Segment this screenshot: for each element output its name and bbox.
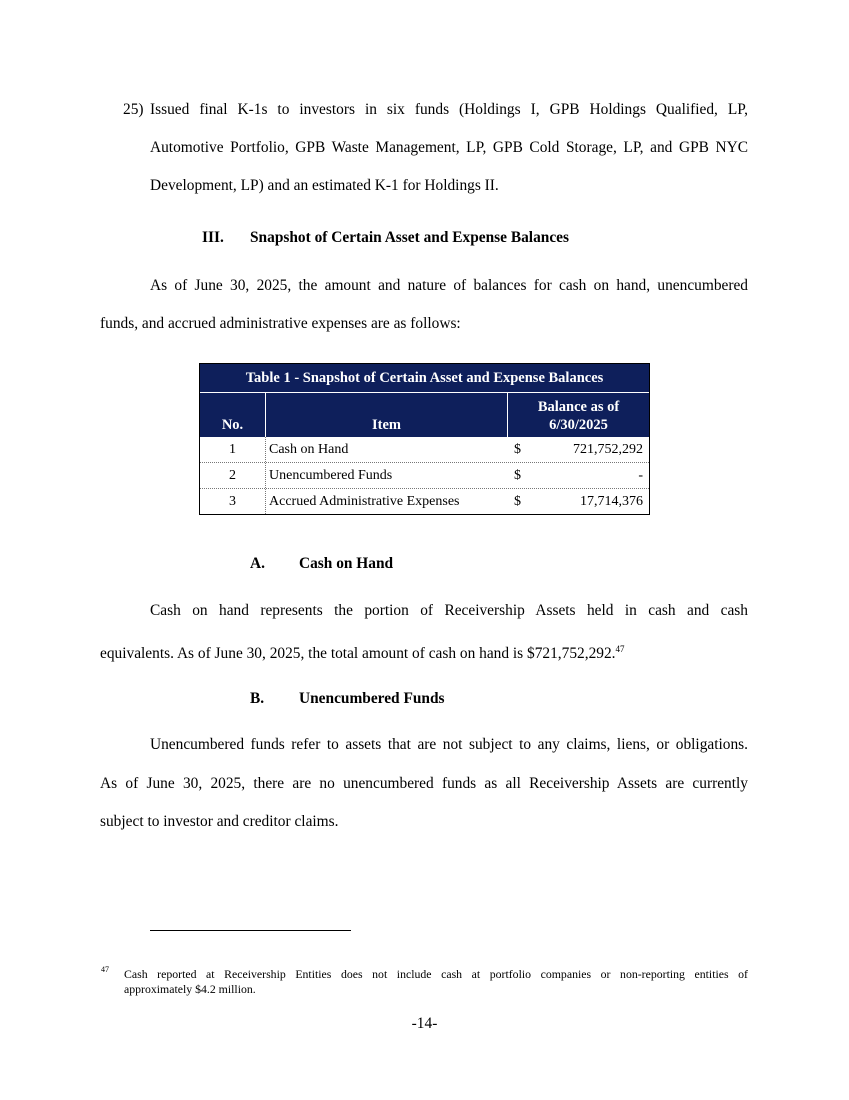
unencumbered-paragraph-line-3: subject to investor and creditor claims. [100,813,339,830]
section-label: III. [202,229,224,246]
table-cell-currency: $ [514,468,521,483]
section-label: B. [250,690,265,707]
footnote-number: 47 [101,965,109,974]
section-label: A. [250,555,265,572]
table-cell-item: Unencumbered Funds [269,468,393,483]
footnote-reference: 47 [615,644,625,654]
section-title: Snapshot of Certain Asset and Expense Balances [250,229,569,246]
table-row [200,488,649,514]
table-cell-currency: $ [514,442,521,457]
cash-paragraph-line-2 [100,639,625,664]
table-cell-value: - [638,468,643,483]
cash-paragraph-line-1: Cash on hand represents the portion of Receivership Assets held in cash and cash [150,602,748,619]
table-row [200,437,649,462]
table-cell-value: 721,752,292 [573,442,643,457]
table-cell-no: 3 [200,489,266,514]
list-item-line-1: Issued final K-1s to investors in six funds (Holdings I, GPB Holdings Qualified, LP, [150,101,748,118]
section-intro-line-2: funds, and accrued administrative expenses are as follows: [100,315,461,332]
table-cell-no: 1 [200,437,266,462]
table-cell-item: Accrued Administrative Expenses [269,494,460,509]
table-header-no: No. [200,393,266,437]
list-item-line-2: Automotive Portfolio, GPB Waste Management, LP, GPB Cold Storage, LP, and GPB NYC [150,139,748,156]
table-cell-value: 17,714,376 [580,494,643,509]
table-title: Table 1 - Snapshot of Certain Asset and Expense Balances [200,364,649,393]
list-item-number: 25) [123,101,144,118]
footnote-line-1: Cash reported at Receivership Entities does not include cash at portfolio companies or non-reporting entities of [124,967,748,981]
table-header-row [200,393,649,437]
balances-table [199,363,650,515]
table-header-balance [508,393,649,437]
table-row [200,462,649,488]
footnote-separator [150,930,351,931]
table-header-item: Item [266,393,508,437]
unencumbered-paragraph-line-1: Unencumbered funds refer to assets that are not subject to any claims, liens, or obligations. [150,736,748,753]
table-cell-no: 2 [200,463,266,488]
cash-paragraph-line-2-text: equivalents. As of June 30, 2025, the total amount of cash on hand is $721,752,292. [100,645,616,662]
table-header-balance-line-1: Balance as of [537,399,620,415]
table-cell-item: Cash on Hand [269,442,349,457]
section-title: Unencumbered Funds [299,690,445,707]
list-item-line-3: Development, LP) and an estimated K-1 for Holdings II. [150,177,499,194]
footnote-line-2: approximately $4.2 million. [124,982,256,996]
page-number: -14- [411,1015,438,1032]
section-title: Cash on Hand [299,555,394,572]
table-cell-currency: $ [514,494,521,509]
section-intro-line-1: As of June 30, 2025, the amount and nature of balances for cash on hand, unencumbered [150,277,748,294]
table-header-balance-line-2: 6/30/2025 [549,417,608,433]
unencumbered-paragraph-line-2: As of June 30, 2025, there are no unencumbered funds as all Receivership Assets are currently [100,775,748,792]
